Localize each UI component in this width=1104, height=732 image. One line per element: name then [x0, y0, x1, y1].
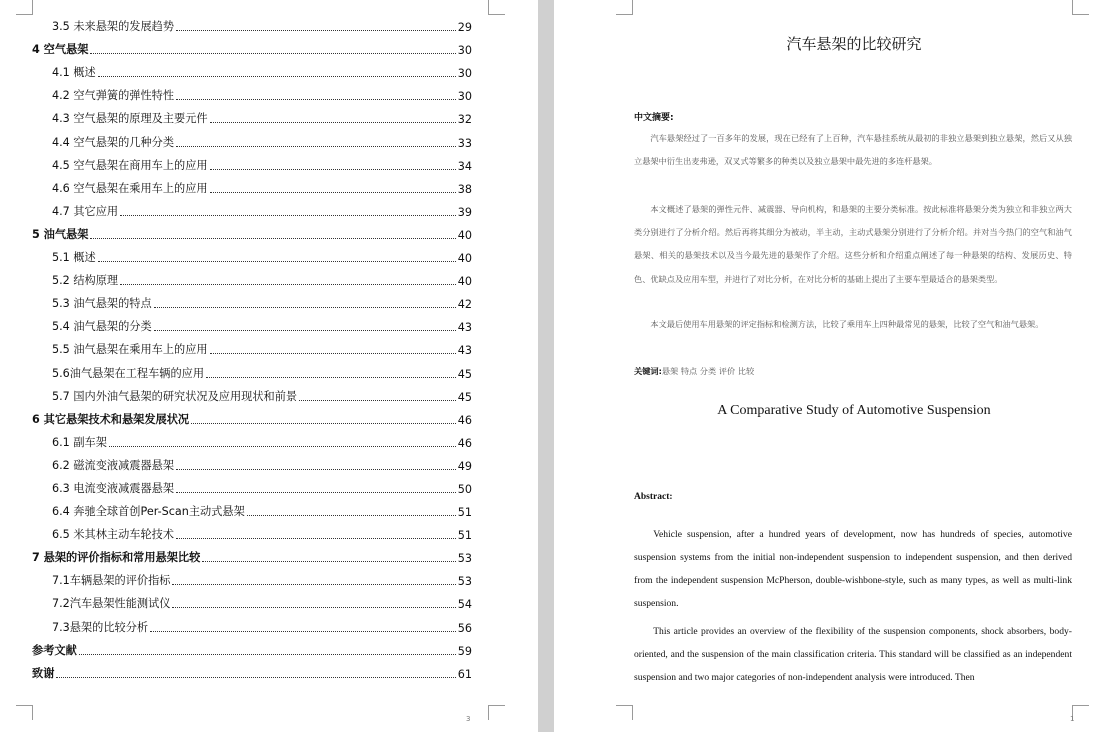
toc-entry-label: 6.5 米其林主动车轮技术	[52, 528, 175, 542]
toc-entry-label: 6.2 磁流变液减震器悬架	[52, 458, 175, 472]
toc-entry-label: 3.5 未来悬架的发展趋势	[52, 20, 175, 34]
toc-entry-label: 5.2 结构原理	[52, 274, 119, 288]
toc-entry[interactable]	[32, 242, 472, 265]
toc-entry-label: 7.2汽车悬架性能测试仪	[52, 597, 171, 611]
crop-mark-top-left	[616, 0, 633, 15]
toc-entry-page: 43	[457, 321, 472, 335]
toc-entry-page: 53	[457, 552, 472, 566]
toc-leader-dots	[154, 307, 456, 308]
toc-leader-dots	[191, 423, 456, 424]
document-title-cn: 汽车悬架的比较研究	[786, 35, 922, 53]
toc-entry-page: 56	[457, 621, 472, 635]
crop-mark-bottom-right	[1072, 705, 1089, 720]
abstract-label-en: Abstract:	[634, 492, 673, 502]
abstract-label-cn: 中文摘要:	[634, 113, 674, 123]
toc-entry-label: 4.3 空气悬架的原理及主要元件	[52, 112, 208, 126]
toc-entry-page: 46	[457, 413, 472, 427]
toc-leader-dots	[56, 677, 455, 678]
toc-leader-dots	[98, 261, 456, 262]
toc-entry-page: 30	[457, 67, 472, 81]
toc-entry-page: 33	[457, 136, 472, 150]
toc-entry-page: 51	[457, 506, 472, 520]
toc-entry[interactable]	[32, 427, 472, 450]
toc-leader-dots	[154, 330, 456, 331]
toc-leader-dots	[109, 446, 456, 447]
toc-entry-label: 4.7 其它应用	[52, 204, 119, 218]
toc-leader-dots	[210, 169, 456, 170]
toc-entry-label: 5.5 油气悬架在乘用车上的应用	[52, 343, 208, 357]
toc-entry[interactable]	[32, 219, 472, 242]
toc-entry-label: 6.4 奔驰全球首创Per-Scan主动式悬架	[52, 505, 245, 519]
abstract-paragraph-cn: 本文最后使用车用悬架的评定指标和检测方法，比较了乘用车上四种最常见的悬架，比较了空气和油气悬架。	[650, 319, 1044, 329]
left-page	[0, 0, 538, 732]
toc-leader-dots	[98, 76, 456, 77]
toc-entry-page: 51	[457, 529, 472, 543]
toc-entry-label: 7 悬架的评价指标和常用悬架比较	[32, 551, 201, 565]
document-title-en: A Comparative Study of Automotive Suspension	[717, 403, 991, 418]
toc-entry-page: 32	[457, 113, 472, 127]
toc-entry[interactable]	[32, 126, 472, 149]
toc-entry[interactable]	[32, 565, 472, 588]
toc-leader-dots	[120, 284, 456, 285]
toc-entry-label: 4.4 空气悬架的几种分类	[52, 135, 175, 149]
crop-mark-top-right	[488, 0, 505, 15]
toc-entry-page: 34	[457, 159, 472, 173]
toc-entry[interactable]	[32, 658, 472, 681]
toc-leader-dots	[176, 469, 456, 470]
toc-entry[interactable]	[32, 150, 472, 173]
toc-entry[interactable]	[32, 450, 472, 473]
toc-leader-dots	[176, 492, 456, 493]
toc-leader-dots	[210, 122, 456, 123]
crop-mark-bottom-left	[616, 705, 633, 720]
toc-leader-dots	[299, 400, 456, 401]
toc-entry-page: 39	[457, 205, 472, 219]
toc-leader-dots	[176, 30, 456, 31]
toc-entry-page: 53	[457, 575, 472, 589]
toc-leader-dots	[90, 238, 455, 239]
abstract-paragraph-en: This article provides an overview of the flexibility of the suspension components, shock absorbers, body-oriented, and the suspension of the main classification criteria. This standard will be classified as an independent suspension and two major categories of non-independent analysis were introduced. Then	[634, 626, 1072, 683]
toc-entry-label: 5.3 油气悬架的特点	[52, 297, 152, 311]
toc-entry[interactable]	[32, 381, 472, 404]
toc-entry[interactable]	[32, 103, 472, 126]
toc-leader-dots	[176, 99, 456, 100]
toc-entry-page: 61	[457, 667, 472, 681]
toc-entry-label: 5 油气悬架	[32, 227, 89, 241]
toc-entry[interactable]	[32, 57, 472, 80]
toc-entry-page: 45	[457, 390, 472, 404]
toc-entry-page: 38	[457, 182, 472, 196]
abstract-paragraph-cn: 汽车悬架经过了一百多年的发展，现在已经有了上百种，汽车悬挂系统从最初的非独立悬架到独立悬架，然后又从独立悬架中衍生出麦弗逊，双叉式等繁多的种类以及独立悬架中最先进的多连杆悬架。	[634, 133, 1072, 167]
toc-entry[interactable]	[32, 80, 472, 103]
toc-entry-page: 46	[457, 436, 472, 450]
toc-entry[interactable]	[32, 34, 472, 57]
right-page	[554, 0, 1104, 732]
crop-mark-top-right	[1072, 0, 1089, 15]
toc-entry[interactable]	[32, 496, 472, 519]
toc-entry[interactable]	[32, 173, 472, 196]
toc-entry[interactable]	[32, 265, 472, 288]
toc-entry-label: 5.7 国内外油气悬架的研究状况及应用现状和前景	[52, 389, 298, 403]
toc-entry[interactable]	[32, 11, 472, 34]
toc-entry[interactable]	[32, 519, 472, 542]
toc-entry-label: 4.2 空气弹簧的弹性特性	[52, 89, 175, 103]
table-of-contents	[32, 11, 472, 681]
toc-entry[interactable]	[32, 473, 472, 496]
toc-entry-label: 4.6 空气悬架在乘用车上的应用	[52, 181, 208, 195]
page-number: 1	[1070, 715, 1075, 723]
toc-entry-label: 7.1车辆悬架的评价指标	[52, 574, 171, 588]
toc-entry-label: 5.4 油气悬架的分类	[52, 320, 152, 334]
toc-entry-page: 49	[457, 459, 472, 473]
toc-leader-dots	[206, 377, 456, 378]
toc-leader-dots	[210, 192, 456, 193]
toc-leader-dots	[202, 561, 455, 562]
toc-leader-dots	[150, 631, 456, 632]
toc-entry[interactable]	[32, 357, 472, 380]
crop-mark-bottom-right	[488, 705, 505, 720]
toc-leader-dots	[210, 353, 456, 354]
crop-mark-top-left	[16, 0, 33, 15]
toc-entry-label: 4.1 概述	[52, 66, 96, 80]
toc-leader-dots	[247, 515, 456, 516]
keywords-label: 关键词:	[634, 366, 662, 376]
toc-entry[interactable]	[32, 404, 472, 427]
toc-leader-dots	[79, 654, 456, 655]
page-gutter	[538, 0, 554, 732]
toc-entry[interactable]	[32, 542, 472, 565]
toc-entry-page: 50	[457, 482, 472, 496]
toc-entry-label: 致谢	[32, 666, 55, 680]
keywords-line	[634, 361, 754, 381]
toc-leader-dots	[172, 584, 455, 585]
toc-entry[interactable]	[32, 588, 472, 611]
toc-leader-dots	[176, 538, 456, 539]
toc-entry-label: 4.5 空气悬架在商用车上的应用	[52, 158, 208, 172]
toc-entry-label: 6.1 副车架	[52, 435, 107, 449]
toc-leader-dots	[176, 146, 456, 147]
toc-entry[interactable]	[32, 288, 472, 311]
toc-entry[interactable]	[32, 611, 472, 634]
toc-entry-label: 6.3 电流变液减震器悬架	[52, 481, 175, 495]
toc-entry-page: 30	[457, 44, 472, 58]
toc-entry-page: 43	[457, 344, 472, 358]
keywords-value: 悬架 特点 分类 评价 比较	[661, 366, 755, 376]
toc-entry-label: 5.6油气悬架在工程车辆的应用	[52, 366, 205, 380]
toc-entry-label: 5.1 概述	[52, 251, 96, 265]
toc-entry-page: 29	[457, 21, 472, 35]
toc-entry[interactable]	[32, 635, 472, 658]
toc-entry[interactable]	[32, 311, 472, 334]
toc-entry-label: 参考文献	[32, 643, 77, 657]
toc-entry-page: 54	[457, 598, 472, 612]
toc-leader-dots	[172, 607, 455, 608]
toc-leader-dots	[120, 215, 456, 216]
toc-entry-page: 42	[457, 298, 472, 312]
toc-entry-page: 45	[457, 367, 472, 381]
abstract-paragraph-en: Vehicle suspension, after a hundred years of development, now has hundreds of species, automotive suspension systems from the initial non-independent suspension to independent suspension, and then derived from the independent suspension McPherson, double-wishbone-style, such as many types, as well as multi-link suspension.	[634, 529, 1072, 609]
abstract-paragraph-cn: 本文概述了悬架的弹性元件、减震器、导向机构，和悬架的主要分类标准。按此标准将悬架分类为独立和非独立两大类分别进行了分析介绍。然后再将其细分为被动，半主动，主动式悬架分别进行了分析介绍。并对当今热门的空气和油气悬架、相关的悬架技术以及当今最先进的悬架作了介绍。这些分析和介绍重点阐述了每一种悬架的结构、发展历史、特色、优缺点及应用车型，并进行了对比分析，在对比分析的基础上提出了主要车型最适合的悬架类型。	[634, 204, 1072, 284]
toc-entry-label: 4 空气悬架	[32, 43, 89, 57]
toc-entry-label: 6 其它悬架技术和悬架发展状况	[32, 412, 190, 426]
toc-entry-page: 40	[457, 228, 472, 242]
toc-entry-page: 40	[457, 275, 472, 289]
crop-mark-bottom-left	[16, 705, 33, 720]
toc-entry-label: 7.3悬架的比较分析	[52, 620, 149, 634]
toc-leader-dots	[90, 53, 455, 54]
toc-entry[interactable]	[32, 196, 472, 219]
page-number: 3	[466, 715, 471, 723]
toc-entry[interactable]	[32, 334, 472, 357]
toc-entry-page: 30	[457, 90, 472, 104]
toc-entry-page: 59	[457, 644, 472, 658]
toc-entry-page: 40	[457, 252, 472, 266]
